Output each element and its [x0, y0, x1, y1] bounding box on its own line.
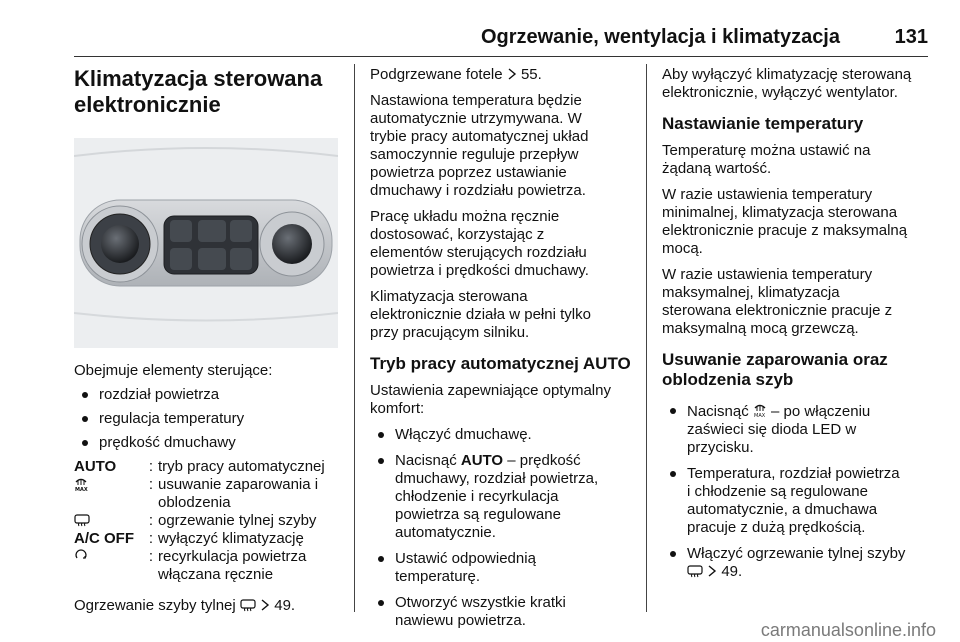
- paragraph: [370, 208, 638, 280]
- recirculation-icon: [74, 548, 144, 584]
- text-line: temperaturę.: [395, 568, 481, 585]
- list-item: rozdział powietrza: [74, 386, 344, 404]
- paragraph: [662, 266, 934, 338]
- symbol-legend: [74, 458, 344, 584]
- text-line: Pracę układu można ręcznie: [370, 208, 560, 225]
- list-item: [662, 402, 934, 457]
- list-item: prędkość dmuchawy: [74, 434, 344, 452]
- auto-button-label: AUTO: [460, 452, 504, 469]
- heading-line: Klimatyzacja sterowana: [74, 66, 323, 91]
- header-rule: [74, 56, 928, 57]
- legend-line: recyrkulacja powietrza: [158, 548, 307, 565]
- list-item: [370, 550, 638, 586]
- paragraph: [662, 66, 934, 102]
- text-line: trybie pracy automatycznej układ: [370, 128, 589, 145]
- paragraph: [662, 142, 934, 178]
- text-line: elektronicznie, wyłączyć wentylator.: [662, 84, 898, 101]
- page-reference-link[interactable]: 49.: [721, 563, 743, 580]
- legend-row: [74, 512, 344, 530]
- svg-text:MAX: MAX: [753, 413, 766, 418]
- text-line: dmuchawy i rozdziału powietrza.: [370, 182, 586, 199]
- text-line: Nastawiona temperatura będzie: [370, 92, 582, 109]
- reference-line: [687, 563, 934, 581]
- text-line: przy pracującym silniku.: [370, 324, 530, 341]
- text-line: mocą.: [662, 240, 703, 257]
- text-line: dmuchawy, rozdział powietrza,: [395, 470, 599, 487]
- list-item: Włączyć dmuchawę.: [370, 426, 638, 444]
- text-line: chłodzenie i recyrkulacja: [395, 488, 559, 505]
- running-header-title: Ogrzewanie, wentylacja i klimatyzacja: [480, 26, 840, 48]
- heading-line: elektronicznie: [74, 92, 221, 117]
- paragraph: [370, 382, 638, 418]
- auto-steps-list: [370, 426, 638, 630]
- svg-text:MAX: MAX: [75, 487, 88, 492]
- text-line: automatycznie.: [395, 524, 496, 541]
- max-defrost-icon: [74, 476, 144, 512]
- paragraph: [370, 92, 638, 200]
- column-2: [370, 66, 638, 636]
- colon: :: [148, 512, 154, 529]
- subheading-auto-mode: Tryb pracy automatycznej AUTO: [370, 354, 631, 373]
- colon: :: [148, 548, 154, 565]
- text-line: W razie ustawienia temperatury: [662, 186, 873, 203]
- colon: :: [148, 530, 154, 547]
- text-line: żądaną wartość.: [662, 160, 772, 177]
- list-item: regulacja temperatury: [74, 410, 344, 428]
- paragraph: [662, 186, 934, 258]
- text-line: przycisku.: [687, 439, 754, 456]
- list-item: [370, 594, 638, 630]
- colon: :: [148, 476, 154, 493]
- watermark: carmanualsonline.info: [760, 620, 936, 640]
- text-line: W razie ustawienia temperatury: [662, 266, 873, 283]
- text-span: Nacisnąć: [395, 452, 457, 469]
- rear-window-heating-icon: [687, 564, 703, 578]
- text-line: elementów sterujących rozdziału: [370, 244, 587, 261]
- subheading-defrost: [662, 350, 934, 390]
- text-span: Nacisnąć: [687, 403, 749, 420]
- heated-seats-reference: [370, 66, 638, 84]
- text-line: automatycznie utrzymywana. W: [370, 110, 582, 127]
- legend-row: [74, 548, 344, 584]
- list-item: [662, 465, 934, 537]
- text-line: minimalnej, klimatyzacja sterowana: [662, 204, 898, 221]
- section-heading: [74, 66, 344, 118]
- text-line: samoczynnie reguluje przepływ: [370, 146, 579, 163]
- column-divider-1: [354, 64, 355, 612]
- heading-line: Usuwanie zaparowania oraz: [662, 350, 888, 369]
- legend-text: wyłączyć klimatyzację: [158, 530, 304, 547]
- subheading-temperature: Nastawianie temperatury: [662, 114, 864, 133]
- rear-window-heating-icon: [74, 512, 144, 530]
- legend-text: [158, 548, 344, 584]
- rear-heating-reference: [74, 597, 344, 615]
- text-line: sterowana elektronicznie pracuje z: [662, 302, 893, 319]
- text-line: powietrza poprzez ustawianie: [370, 164, 567, 181]
- paragraph: [370, 288, 638, 342]
- text-line: powietrza i prędkości dmuchawy.: [370, 262, 589, 279]
- page-reference-icon: [507, 67, 517, 81]
- legend-text: ogrzewanie tylnej szyby: [158, 512, 317, 529]
- ac-off-symbol: A/C OFF: [74, 530, 134, 547]
- list-item: [662, 545, 934, 581]
- heading-line: oblodzenia szyb: [662, 370, 794, 389]
- text-line: i chłodzenie są regulowane: [687, 483, 868, 500]
- text-line: pracuje z dużą prędkością.: [687, 519, 866, 536]
- legend-row: [74, 476, 344, 512]
- text-line: Temperatura, rozdział powietrza: [687, 465, 900, 482]
- legend-text: [158, 476, 344, 512]
- column-divider-2: [646, 64, 647, 612]
- text-line: elektronicznie pracuje z maksymalną: [662, 222, 908, 239]
- page-reference-icon: [260, 598, 270, 612]
- text-line: maksymalnej, klimatyzacja: [662, 284, 840, 301]
- column-1: [74, 66, 344, 623]
- colon: :: [148, 458, 154, 475]
- rear-window-heating-icon: [240, 598, 256, 612]
- legend-row: [74, 530, 344, 548]
- legend-line: oblodzenia: [158, 494, 231, 511]
- text-span: – po włączeniu: [771, 403, 871, 420]
- text-line: automatycznie, a dmuchawa: [687, 501, 878, 518]
- list-item: [370, 452, 638, 542]
- intro-text: Obejmuje elementy sterujące:: [74, 362, 273, 379]
- legend-line: włączana ręcznie: [158, 566, 274, 583]
- auto-symbol: AUTO: [74, 458, 117, 475]
- text-span: – prędkość: [507, 452, 581, 469]
- defrost-steps-list: [662, 402, 934, 581]
- page-number: 131: [894, 26, 928, 48]
- text-line: Otworzyć wszystkie kratki: [395, 594, 566, 611]
- column-3: [662, 66, 934, 587]
- text-line: elektronicznie działa w pełni tylko: [370, 306, 591, 323]
- text-line: dostosować, korzystając z: [370, 226, 545, 243]
- reference-text: Ogrzewanie szyby tylnej: [74, 597, 236, 614]
- reference-text: Podgrzewane fotele: [370, 66, 503, 83]
- page-reference-link[interactable]: 49.: [274, 597, 296, 614]
- legend-line: usuwanie zaparowania i: [158, 476, 319, 493]
- legend-text: tryb pracy automatycznej: [158, 458, 325, 475]
- text-line: Ustawienia zapewniające optymalny: [370, 382, 611, 399]
- text-line: maksymalną mocą grzewczą.: [662, 320, 859, 337]
- text-line: powietrza są regulowane: [395, 506, 561, 523]
- page-reference-link[interactable]: 55.: [520, 66, 542, 83]
- max-defrost-icon: [753, 402, 767, 418]
- page-reference-icon: [707, 564, 717, 578]
- text-line: nawiewu powietrza.: [395, 612, 526, 629]
- text-line: Ustawić odpowiednią: [395, 550, 536, 567]
- legend-row: [74, 458, 344, 476]
- text-line: komfort:: [370, 400, 425, 417]
- text-line: Klimatyzacja sterowana: [370, 288, 528, 305]
- climate-control-panel-photo: [74, 138, 338, 348]
- text-line: Włączyć ogrzewanie tylnej szyby: [687, 545, 906, 562]
- text-line: zaświeci się dioda LED w: [687, 421, 857, 438]
- control-list: [74, 386, 344, 452]
- text-line: Aby wyłączyć klimatyzację sterowaną: [662, 66, 912, 83]
- text-line: Temperaturę można ustawić na: [662, 142, 871, 159]
